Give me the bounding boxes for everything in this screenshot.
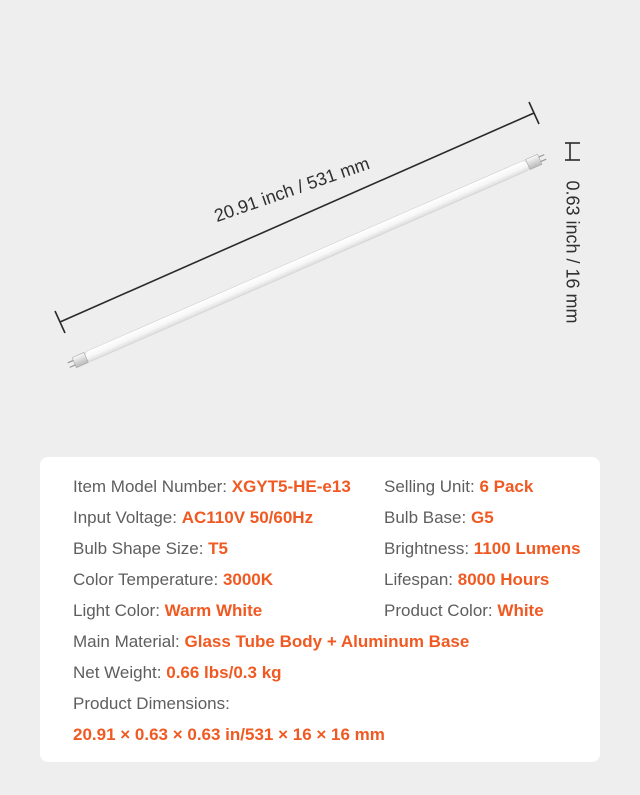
spec-value: 8000 Hours (457, 570, 550, 589)
spec-color-temperature (73, 570, 273, 590)
diameter-dimension-line (565, 143, 580, 160)
spec-label: Bulb Shape Size: (73, 539, 204, 558)
spec-label: Product Dimensions: (73, 694, 230, 713)
spec-value: AC110V 50/60Hz (181, 508, 314, 527)
spec-input-voltage (73, 508, 313, 528)
spec-bulb-base (384, 508, 494, 528)
spec-selling-unit (384, 477, 533, 497)
spec-label: Main Material: (73, 632, 180, 651)
spec-value: 1100 Lumens (473, 539, 581, 558)
spec-value: White (497, 601, 544, 620)
spec-label: Item Model Number: (73, 477, 227, 496)
spec-label: Color Temperature: (73, 570, 219, 589)
length-dimension-line (55, 102, 539, 333)
spec-value: 6 Pack (479, 477, 534, 496)
spec-label: Bulb Base: (384, 508, 467, 527)
spec-label: Net Weight: (73, 663, 162, 682)
spec-label: Lifespan: (384, 570, 453, 589)
spec-value: G5 (470, 508, 494, 527)
spec-value: 3000K (222, 570, 274, 589)
spec-value: 0.66 lbs/0.3 kg (166, 663, 282, 682)
spec-main-material (73, 632, 469, 652)
spec-label: Light Color: (73, 601, 160, 620)
spec-value: Glass Tube Body + Aluminum Base (184, 632, 470, 651)
spec-value: Warm White (164, 601, 263, 620)
spec-label: Input Voltage: (73, 508, 177, 527)
spec-label: Product Color: (384, 601, 493, 620)
spec-label: Selling Unit: (384, 477, 475, 496)
spec-lifespan (384, 570, 549, 590)
spec-label: Brightness: (384, 539, 470, 558)
spec-value: T5 (208, 539, 228, 558)
spec-value: XGYT5-HE-e13 (231, 477, 351, 496)
spec-product-dimensions-value (73, 725, 385, 745)
spec-value: 20.91 × 0.63 × 0.63 in/531 × 16 × 16 mm (73, 725, 385, 744)
spec-model (73, 477, 351, 497)
specifications-card (40, 457, 600, 762)
spec-product-dimensions-label (73, 694, 230, 714)
spec-net-weight (73, 663, 282, 683)
spec-light-color (73, 601, 262, 621)
spec-brightness (384, 539, 581, 559)
diameter-label: 0.63 inch / 16 mm (562, 180, 583, 324)
length-label: 20.91 inch / 531 mm (211, 153, 373, 226)
spec-bulb-shape (73, 539, 228, 559)
spec-product-color (384, 601, 544, 621)
